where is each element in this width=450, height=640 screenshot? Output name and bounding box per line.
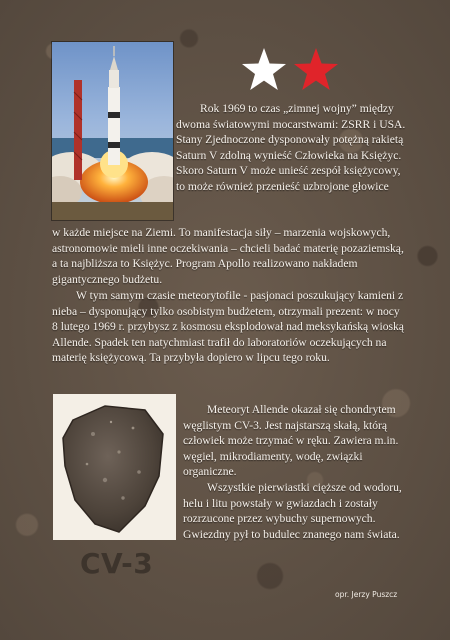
author-signature: opr. Jerzy Puszcz xyxy=(335,590,398,599)
stars-decoration xyxy=(238,46,342,94)
meteorite-fall-text: W tym samym czasie meteorytofile - pasjonaci poszukujący kamieni z nieba – dysponujący tylko osobistym budżetem, otrzymali prezent: w nocy 8 lutego 1969 r. przybysz z kosmosu eksplodował nad meksykańską wioską Allende. Spadek ten natychmiast trafił do laboratoriów oczekujących na materię księżycową. Ta przybyła dopiero w lipcu tego roku. xyxy=(52,289,404,365)
rocket-launch-photo xyxy=(52,42,173,220)
meteorite-fall-paragraph xyxy=(52,288,408,366)
allende-paragraph: Meteoryt Allende okazał się chondrytem węglistym CV-3. Jest najstarszą skałą, którą człowiek może trzymać w ręku. Zawiera m.in. węgiel, mikrodiamenty, wodę, związki organiczne. xyxy=(183,403,399,479)
red-star-icon xyxy=(294,48,338,90)
cv3-label: CV-3 xyxy=(80,547,154,580)
intro-paragraph-continuation: w każde miejsce na Ziemi. To manifestacja siły – marzenia wojskowych, astronomowie mieli inne oczekiwania – chcieli badać materię pozaziemską, a ta najbliższa to Księżyc. Program Apollo realizowano nakładem gigantycznego budżetu. xyxy=(52,226,404,286)
meteorite-photo xyxy=(53,394,176,540)
white-star-icon xyxy=(242,48,286,90)
elements-paragraph: Wszystkie pierwiastki cięższe od wodoru, helu i litu powstały w gwiazdach i zostały rozrzucone przez wybuchy supernowych. Gwiezdny pył to budulec znanego nam świata. xyxy=(183,480,402,541)
allende-description xyxy=(183,402,409,542)
intro-paragraph-bottom xyxy=(52,225,408,287)
intro-paragraph-top: Rok 1969 to czas „zimnej wojny” między dwoma światowymi mocarstwami: ZSRR i USA. Stany Zjednoczone dysponowały potężną rakietą Saturn V zdolną wynieść Człowieka na Księżyc. Skoro Saturn V może unieść zespół księżycowy, to może również przenieść uzbrojone głowice xyxy=(176,102,406,193)
